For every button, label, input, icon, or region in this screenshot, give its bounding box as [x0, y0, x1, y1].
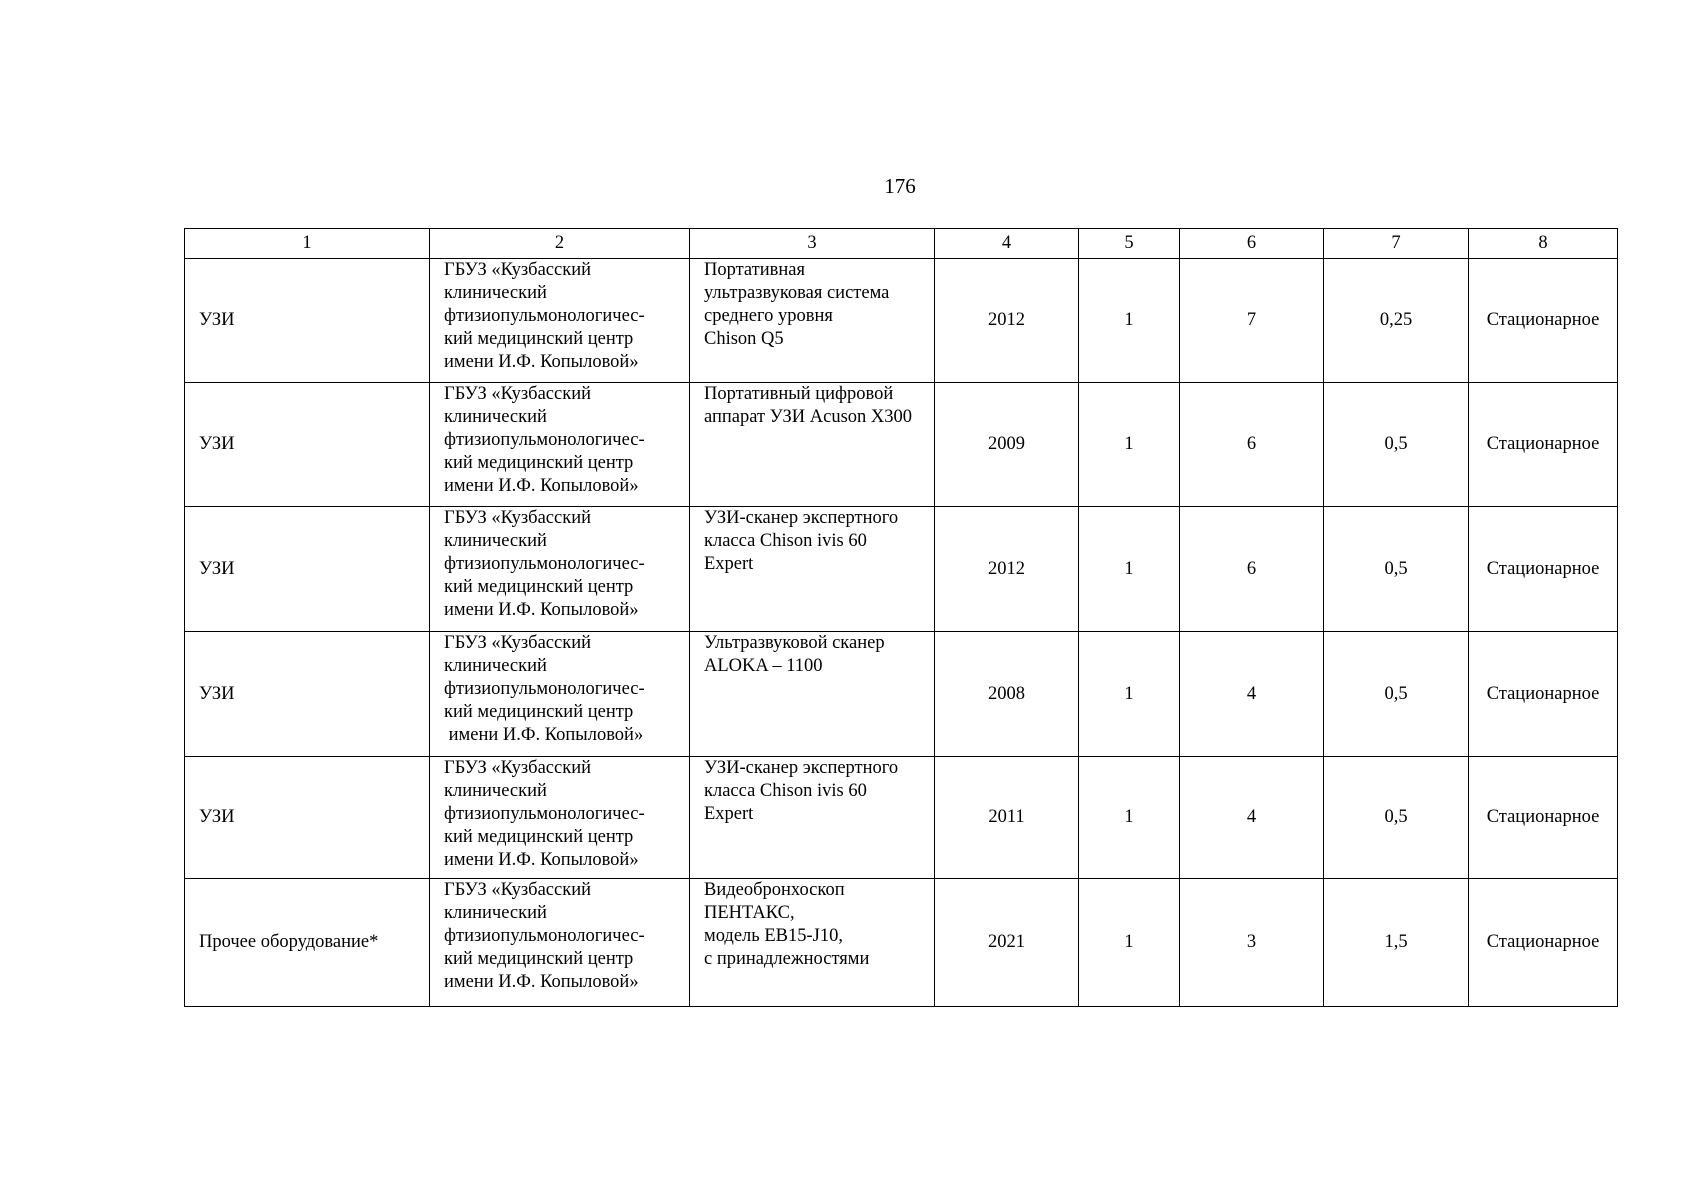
equipment-name: [690, 259, 935, 383]
column-7-cell: 0,5: [1324, 383, 1469, 507]
column-7-cell: 0,5: [1324, 632, 1469, 757]
organization-line: фтизиопульмонологичес-: [444, 804, 645, 824]
table-row: [185, 383, 1618, 507]
column-6-cell: 3: [1180, 879, 1324, 1007]
year-cell: 2008: [935, 632, 1079, 757]
organization-line: кий медицинский центр: [444, 577, 634, 597]
organization: [430, 632, 690, 757]
equipment-name-line: УЗИ-сканер экспертного: [704, 508, 899, 528]
equipment-name-line: с принадлежностями: [704, 949, 870, 969]
column-header-1: 1: [185, 229, 430, 259]
equipment-type: УЗИ: [185, 632, 430, 757]
table-row: [185, 879, 1618, 1007]
year-cell: 2012: [935, 507, 1079, 632]
equipment-name-line: УЗИ-сканер экспертного: [704, 758, 899, 778]
equipment-name-line: ПЕНТАКС,: [704, 903, 795, 923]
equipment-name-line: модель EB15-J10,: [704, 926, 843, 946]
organization-line: клинический: [444, 903, 547, 923]
equipment-name: [690, 757, 935, 879]
equipment-name-line: Expert: [704, 554, 754, 574]
column-number-row: [185, 229, 1618, 259]
column-header-5: 5: [1079, 229, 1180, 259]
table-row: [185, 632, 1618, 757]
organization-line: фтизиопульмонологичес-: [444, 554, 645, 574]
column-6-cell: 6: [1180, 383, 1324, 507]
column-6-cell: 7: [1180, 259, 1324, 383]
column-header-8: 8: [1469, 229, 1618, 259]
organization: [430, 507, 690, 632]
organization-line: ГБУЗ «Кузбасский: [444, 384, 592, 404]
equipment-name: [690, 507, 935, 632]
organization-line: имени И.Ф. Копыловой»: [444, 476, 639, 496]
column-header-2: 2: [430, 229, 690, 259]
equipment-name: [690, 879, 935, 1007]
equipment-table: [184, 228, 1618, 1007]
organization-line: имени И.Ф. Копыловой»: [444, 850, 639, 870]
organization-line: имени И.Ф. Копыловой»: [444, 972, 639, 992]
quantity-cell: 1: [1079, 383, 1180, 507]
quantity-cell: 1: [1079, 632, 1180, 757]
usage-mode-cell: Стационарное: [1469, 757, 1618, 879]
column-header-6: 6: [1180, 229, 1324, 259]
column-header-7: 7: [1324, 229, 1469, 259]
organization-line: кий медицинский центр: [444, 329, 634, 349]
quantity-cell: 1: [1079, 507, 1180, 632]
organization: [430, 879, 690, 1007]
page-number: 176: [884, 174, 916, 198]
equipment-name-line: класса Chison ivis 60: [704, 781, 867, 801]
organization-line: фтизиопульмонологичес-: [444, 306, 645, 326]
year-cell: 2009: [935, 383, 1079, 507]
column-header-3: 3: [690, 229, 935, 259]
organization-line: ГБУЗ «Кузбасский: [444, 633, 592, 653]
equipment-name-line: Chison Q5: [704, 329, 784, 349]
equipment-name-line: Портативная: [704, 260, 806, 280]
table-row: [185, 757, 1618, 879]
organization-line: кий медицинский центр: [444, 702, 634, 722]
equipment-type: УЗИ: [185, 259, 430, 383]
equipment-name: [690, 632, 935, 757]
table-row: [185, 259, 1618, 383]
equipment-name-line: аппарат УЗИ Acuson X300: [704, 407, 913, 427]
equipment-name-line: Видеобронхоскоп: [704, 880, 845, 900]
organization-line: клинический: [444, 656, 547, 676]
organization-line: кий медицинский центр: [444, 949, 634, 969]
year-cell: 2011: [935, 757, 1079, 879]
organization-line: клинический: [444, 407, 547, 427]
column-7-cell: 1,5: [1324, 879, 1469, 1007]
usage-mode-cell: Стационарное: [1469, 879, 1618, 1007]
organization-line: ГБУЗ «Кузбасский: [444, 260, 592, 280]
column-header-4: 4: [935, 229, 1079, 259]
quantity-cell: 1: [1079, 259, 1180, 383]
equipment-name-line: среднего уровня: [704, 306, 833, 326]
organization-line: кий медицинский центр: [444, 453, 634, 473]
organization-line: ГБУЗ «Кузбасский: [444, 508, 592, 528]
organization-line: имени И.Ф. Копыловой»: [444, 352, 639, 372]
column-6-cell: 4: [1180, 757, 1324, 879]
equipment-name-line: Портативный цифровой: [704, 384, 894, 404]
equipment-type: Прочее оборудование*: [185, 879, 430, 1007]
organization: [430, 259, 690, 383]
column-6-cell: 4: [1180, 632, 1324, 757]
usage-mode-cell: Стационарное: [1469, 383, 1618, 507]
organization-line: кий медицинский центр: [444, 827, 634, 847]
equipment-name-line: Ультразвуковой сканер: [704, 633, 885, 653]
equipment-name-line: класса Chison ivis 60: [704, 531, 867, 551]
equipment-type: УЗИ: [185, 507, 430, 632]
organization-line: фтизиопульмонологичес-: [444, 679, 645, 699]
organization-line: ГБУЗ «Кузбасский: [444, 758, 592, 778]
organization-line: фтизиопульмонологичес-: [444, 926, 645, 946]
usage-mode-cell: Стационарное: [1469, 259, 1618, 383]
organization-line: имени И.Ф. Копыловой»: [444, 725, 644, 745]
quantity-cell: 1: [1079, 879, 1180, 1007]
equipment-name-line: Expert: [704, 804, 754, 824]
year-cell: 2021: [935, 879, 1079, 1007]
year-cell: 2012: [935, 259, 1079, 383]
table-row: [185, 507, 1618, 632]
column-7-cell: 0,25: [1324, 259, 1469, 383]
organization: [430, 383, 690, 507]
equipment-type: УЗИ: [185, 757, 430, 879]
usage-mode-cell: Стационарное: [1469, 507, 1618, 632]
equipment-name: [690, 383, 935, 507]
column-7-cell: 0,5: [1324, 507, 1469, 632]
equipment-name-line: ALOKA – 1100: [704, 656, 823, 676]
column-7-cell: 0,5: [1324, 757, 1469, 879]
equipment-name-line: ультразвуковая система: [704, 283, 890, 303]
organization-line: клинический: [444, 781, 547, 801]
equipment-type: УЗИ: [185, 383, 430, 507]
organization-line: клинический: [444, 531, 547, 551]
organization-line: клинический: [444, 283, 547, 303]
organization-line: ГБУЗ «Кузбасский: [444, 880, 592, 900]
organization-line: имени И.Ф. Копыловой»: [444, 600, 639, 620]
usage-mode-cell: Стационарное: [1469, 632, 1618, 757]
organization: [430, 757, 690, 879]
column-6-cell: 6: [1180, 507, 1324, 632]
organization-line: фтизиопульмонологичес-: [444, 430, 645, 450]
quantity-cell: 1: [1079, 757, 1180, 879]
